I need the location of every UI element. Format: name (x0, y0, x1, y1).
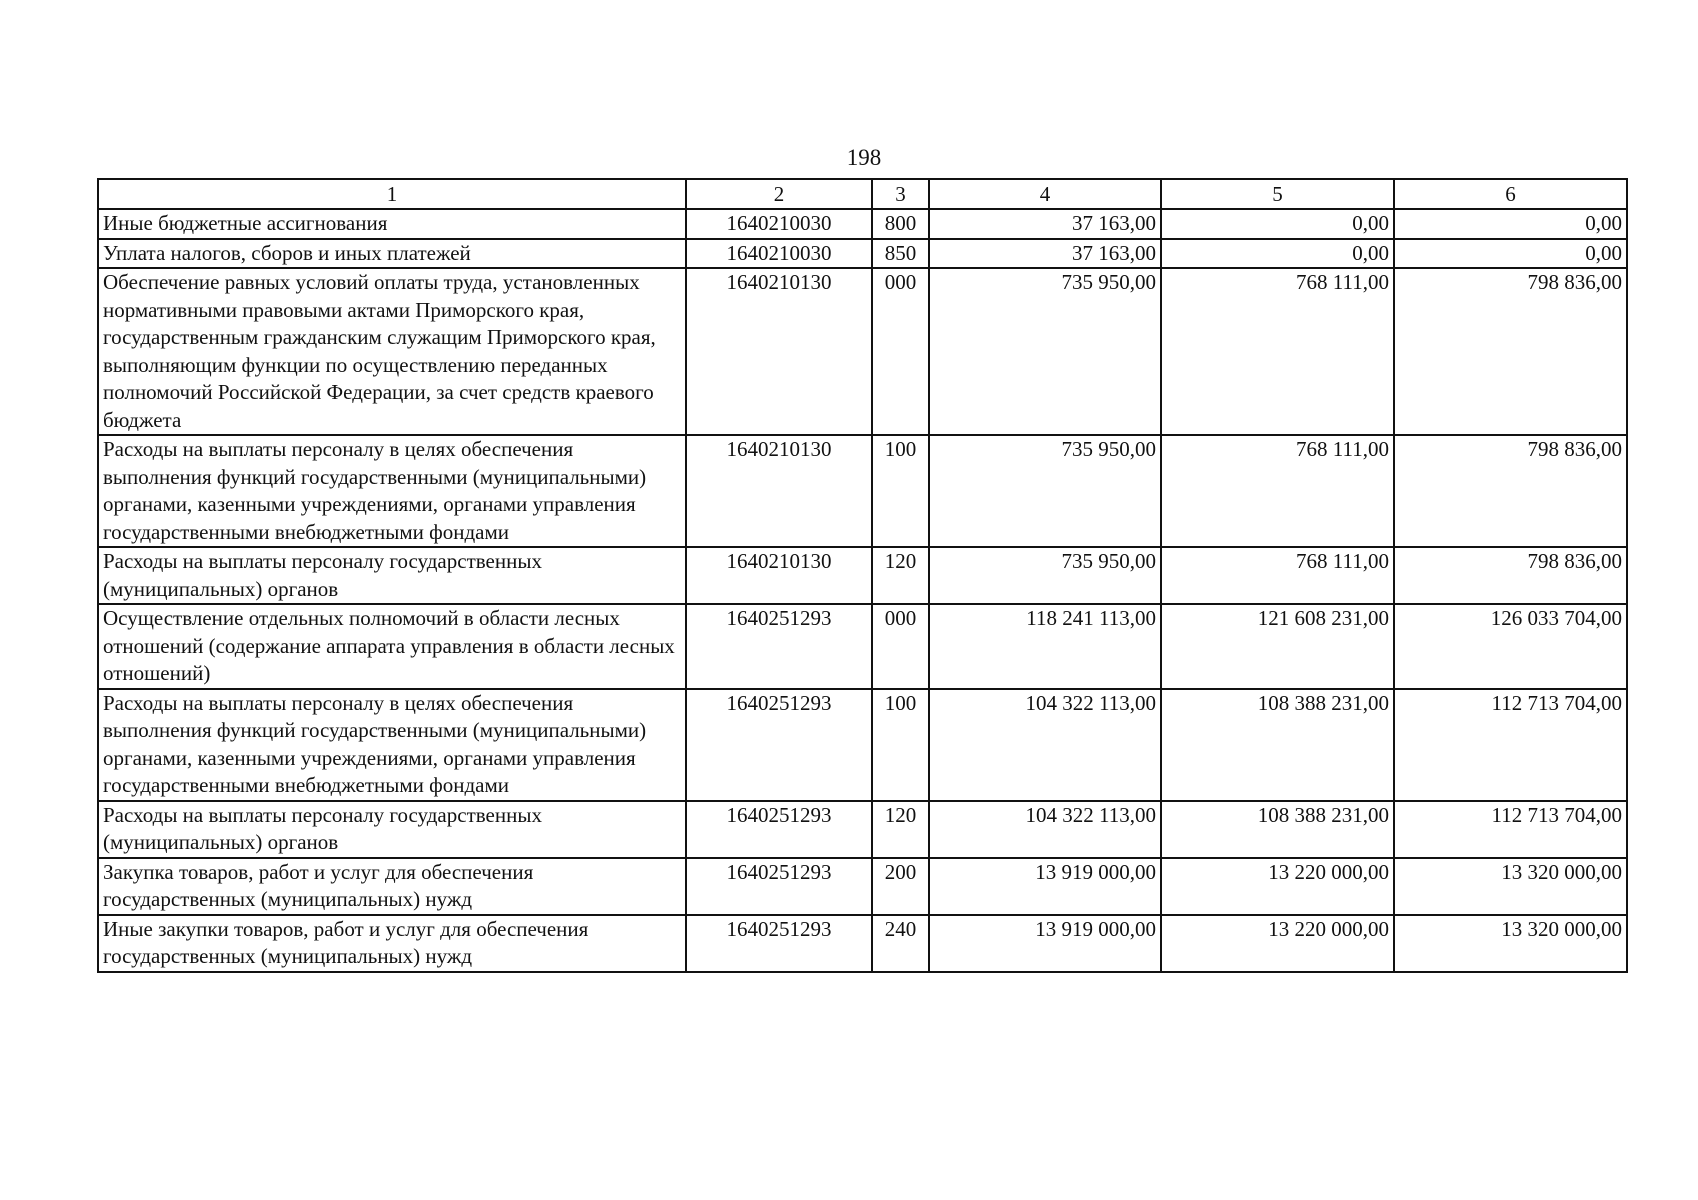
target-code-cell: 1640210130 (686, 547, 872, 604)
amount-col6-cell: 13 320 000,00 (1394, 858, 1627, 915)
expense-type-cell: 120 (872, 801, 929, 858)
expense-type-cell: 850 (872, 239, 929, 269)
table-row (98, 209, 1627, 239)
amount-col6-cell: 112 713 704,00 (1394, 801, 1627, 858)
target-code-cell: 1640210030 (686, 209, 872, 239)
expense-name-cell: Осуществление отдельных полномочий в области лесных отношений (содержание аппарата управления в области лесных отношений) (98, 604, 686, 689)
table-row (98, 435, 1627, 547)
amount-col5-cell: 108 388 231,00 (1161, 689, 1394, 801)
amount-col4-cell: 13 919 000,00 (929, 915, 1161, 972)
target-code-cell: 1640251293 (686, 604, 872, 689)
amount-col5-cell: 13 220 000,00 (1161, 915, 1394, 972)
expense-type-cell: 100 (872, 435, 929, 547)
table-row (98, 604, 1627, 689)
amount-col4-cell: 735 950,00 (929, 547, 1161, 604)
amount-col5-cell: 768 111,00 (1161, 435, 1394, 547)
target-code-cell: 1640251293 (686, 801, 872, 858)
expense-name-cell: Уплата налогов, сборов и иных платежей (98, 239, 686, 269)
header-cell: 6 (1394, 179, 1627, 209)
amount-col5-cell: 108 388 231,00 (1161, 801, 1394, 858)
amount-col6-cell: 0,00 (1394, 239, 1627, 269)
expense-type-cell: 120 (872, 547, 929, 604)
amount-col4-cell: 104 322 113,00 (929, 689, 1161, 801)
expense-name-cell: Расходы на выплаты персоналу в целях обеспечения выполнения функций государственными (муниципальными) органами, казенными учреждениями, органами управления государственными внебюджетными фондами (98, 435, 686, 547)
header-cell: 4 (929, 179, 1161, 209)
amount-col5-cell: 121 608 231,00 (1161, 604, 1394, 689)
target-code-cell: 1640251293 (686, 689, 872, 801)
expense-type-cell: 240 (872, 915, 929, 972)
amount-col5-cell: 0,00 (1161, 209, 1394, 239)
amount-col6-cell: 798 836,00 (1394, 435, 1627, 547)
budget-table (97, 178, 1628, 973)
table-row (98, 547, 1627, 604)
amount-col5-cell: 0,00 (1161, 239, 1394, 269)
amount-col4-cell: 735 950,00 (929, 435, 1161, 547)
target-code-cell: 1640251293 (686, 858, 872, 915)
target-code-cell: 1640251293 (686, 915, 872, 972)
header-cell: 5 (1161, 179, 1394, 209)
table-row (98, 689, 1627, 801)
header-cell: 3 (872, 179, 929, 209)
amount-col4-cell: 37 163,00 (929, 239, 1161, 269)
amount-col4-cell: 13 919 000,00 (929, 858, 1161, 915)
amount-col5-cell: 768 111,00 (1161, 547, 1394, 604)
amount-col6-cell: 798 836,00 (1394, 547, 1627, 604)
header-cell: 2 (686, 179, 872, 209)
expense-name-cell: Закупка товаров, работ и услуг для обеспечения государственных (муниципальных) нужд (98, 858, 686, 915)
expense-name-cell: Расходы на выплаты персоналу государственных (муниципальных) органов (98, 801, 686, 858)
target-code-cell: 1640210030 (686, 239, 872, 269)
page-number: 198 (846, 145, 882, 170)
amount-col4-cell: 735 950,00 (929, 268, 1161, 435)
expense-name-cell: Обеспечение равных условий оплаты труда, установленных нормативными правовыми актами Приморского края, государственным гражданским служащим Приморского края, выполняющим функции по осуществлению переданных полномочий Российской Федерации, за счет средств краевого бюджета (98, 268, 686, 435)
table-row (98, 239, 1627, 269)
amount-col4-cell: 118 241 113,00 (929, 604, 1161, 689)
table-row (98, 915, 1627, 972)
amount-col4-cell: 37 163,00 (929, 209, 1161, 239)
expense-name-cell: Расходы на выплаты персоналу в целях обеспечения выполнения функций государственными (муниципальными) органами, казенными учреждениями, органами управления государственными внебюджетными фондами (98, 689, 686, 801)
amount-col4-cell: 104 322 113,00 (929, 801, 1161, 858)
target-code-cell: 1640210130 (686, 268, 872, 435)
expense-type-cell: 000 (872, 268, 929, 435)
amount-col6-cell: 112 713 704,00 (1394, 689, 1627, 801)
amount-col6-cell: 0,00 (1394, 209, 1627, 239)
amount-col5-cell: 13 220 000,00 (1161, 858, 1394, 915)
expense-type-cell: 100 (872, 689, 929, 801)
target-code-cell: 1640210130 (686, 435, 872, 547)
header-cell: 1 (98, 179, 686, 209)
expense-type-cell: 000 (872, 604, 929, 689)
expense-type-cell: 200 (872, 858, 929, 915)
amount-col6-cell: 126 033 704,00 (1394, 604, 1627, 689)
expense-name-cell: Иные закупки товаров, работ и услуг для обеспечения государственных (муниципальных) нужд (98, 915, 686, 972)
expense-name-cell: Иные бюджетные ассигнования (98, 209, 686, 239)
expense-name-cell: Расходы на выплаты персоналу государственных (муниципальных) органов (98, 547, 686, 604)
amount-col5-cell: 768 111,00 (1161, 268, 1394, 435)
table-row (98, 858, 1627, 915)
table-row (98, 801, 1627, 858)
expense-type-cell: 800 (872, 209, 929, 239)
amount-col6-cell: 13 320 000,00 (1394, 915, 1627, 972)
header-row (98, 179, 1627, 209)
table-row (98, 268, 1627, 435)
amount-col6-cell: 798 836,00 (1394, 268, 1627, 435)
